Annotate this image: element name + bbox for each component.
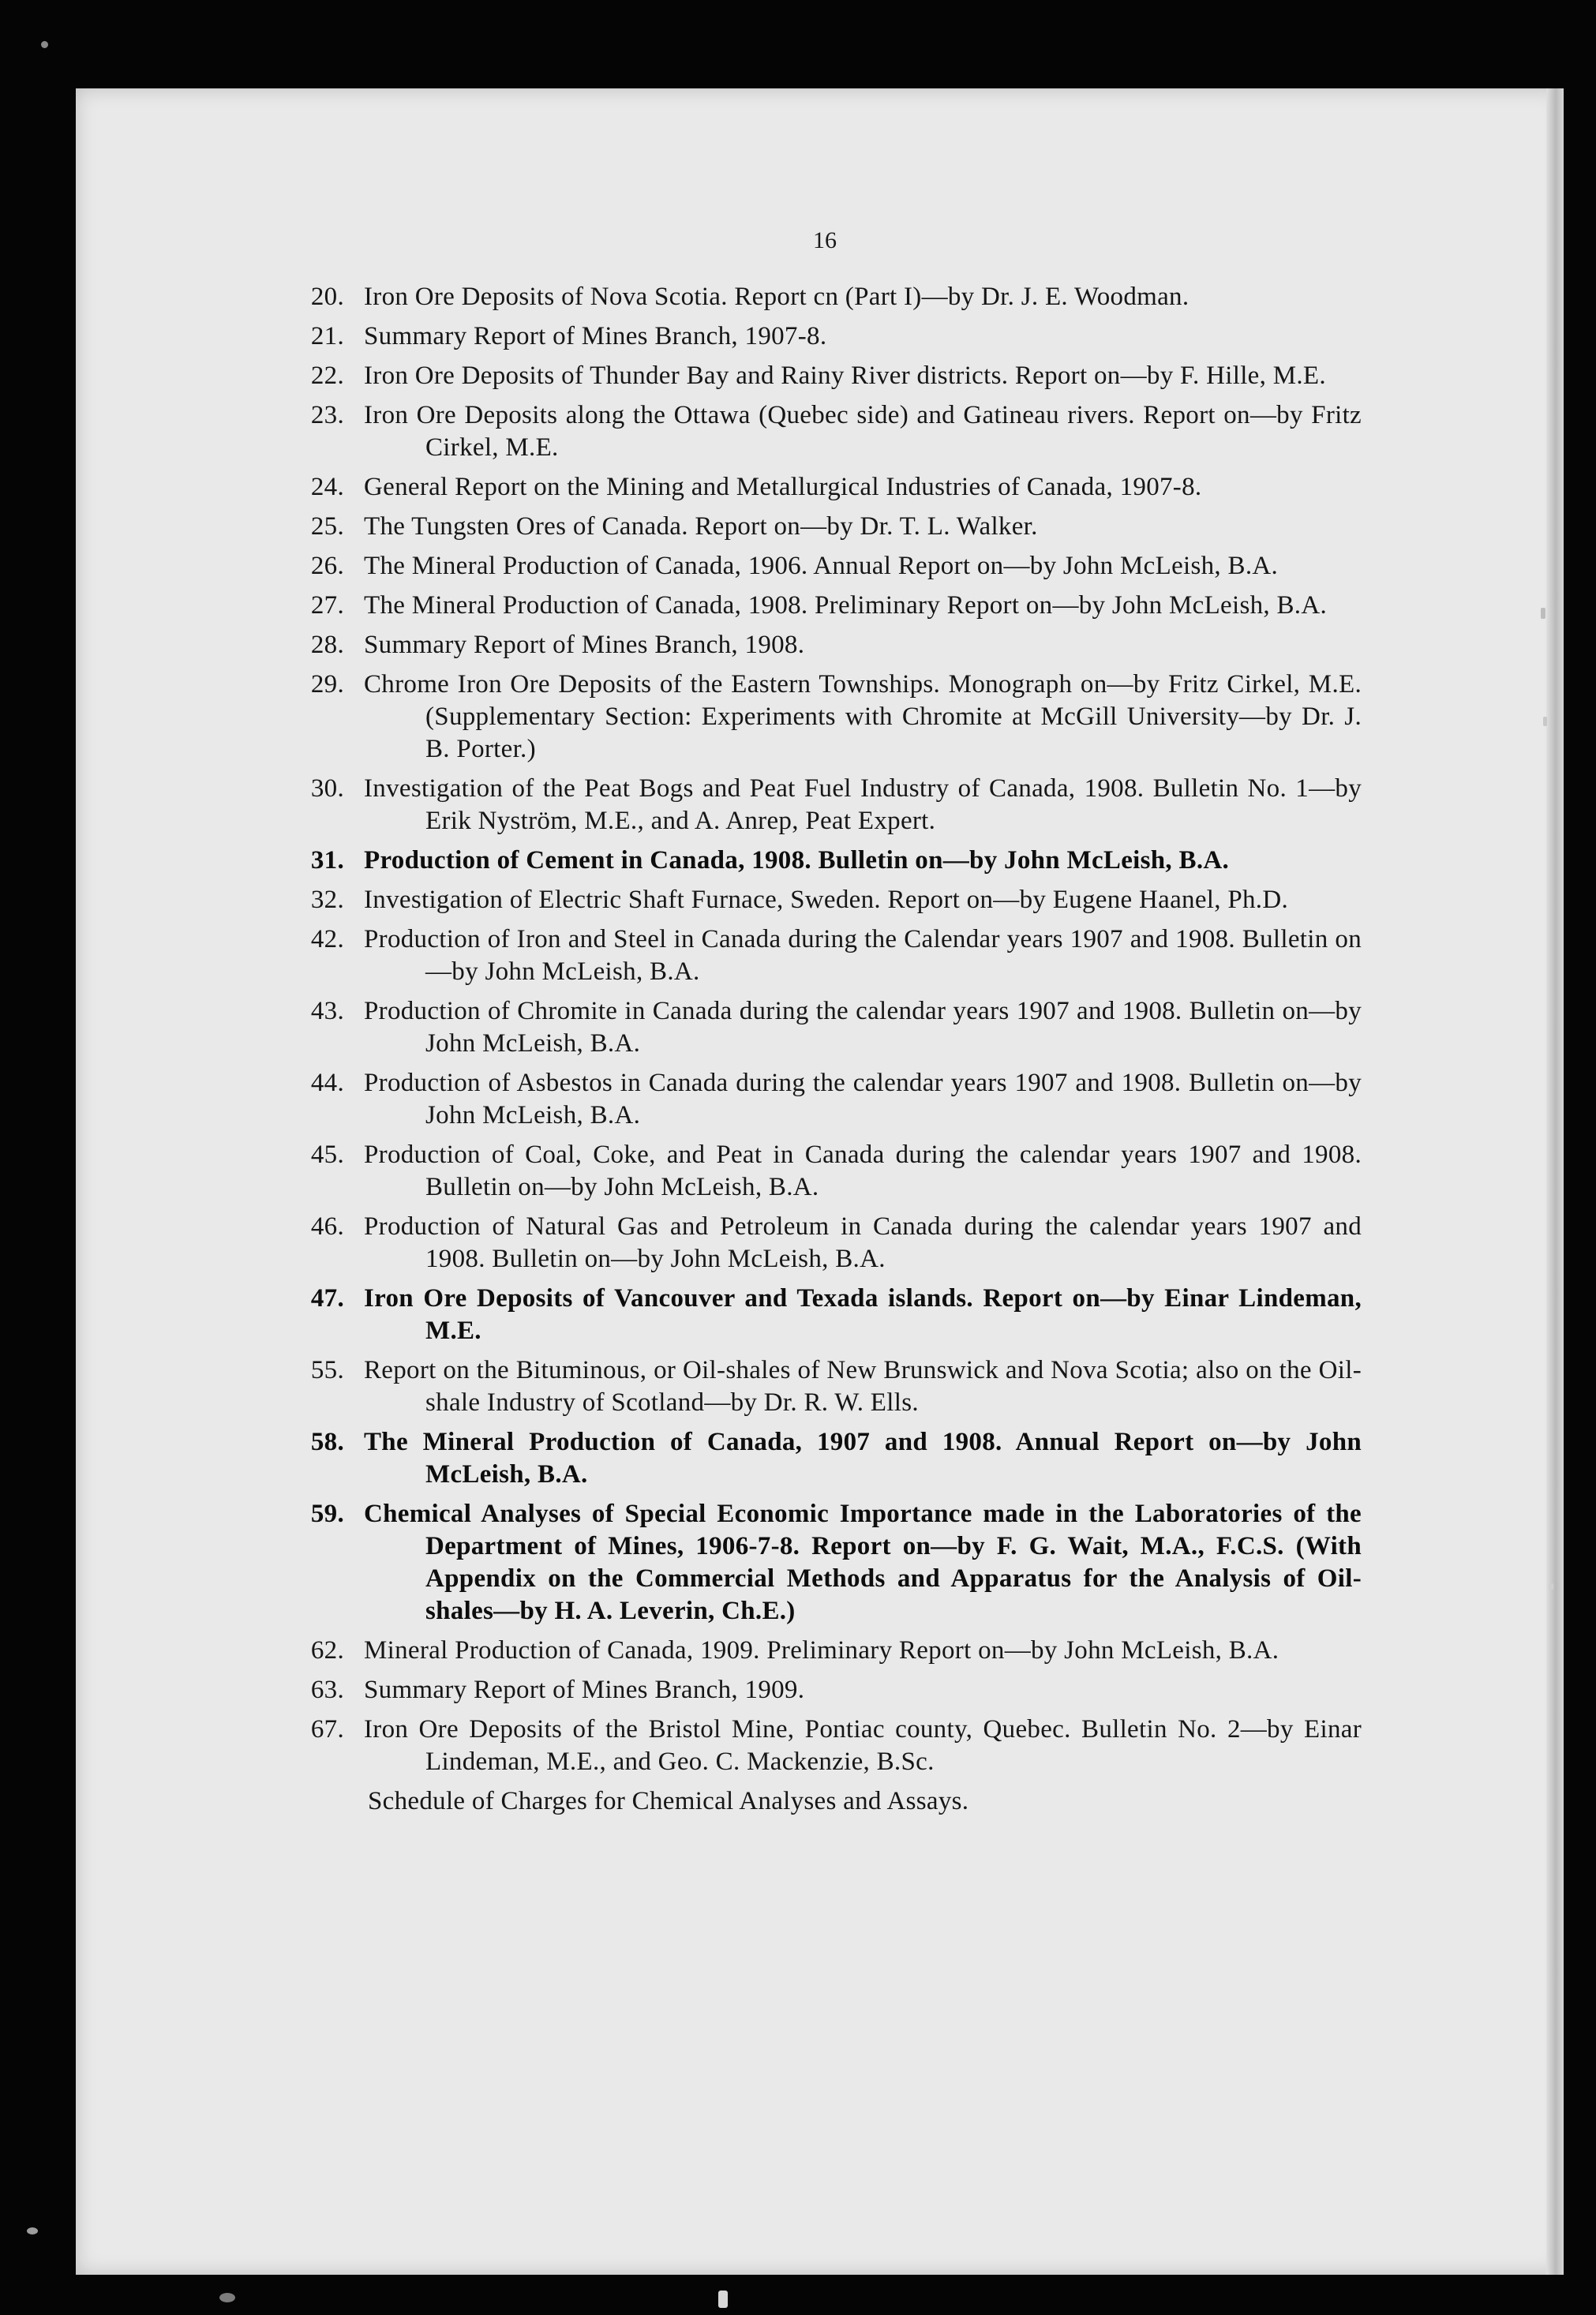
publication-entry — [300, 1714, 1362, 1778]
entry-text: Iron Ore Deposits of Nova Scotia. Report cn (Part I)—by Dr. J. E. Woodman. — [364, 283, 1190, 311]
entry-number: 26. — [310, 552, 344, 580]
publication-entry — [300, 884, 1362, 916]
publication-entry — [300, 281, 1362, 313]
entry-number: 23. — [310, 401, 344, 429]
entry-text: The Mineral Production of Canada, 1907 and 1908. Annual Report on—by John McLeish, B.A. — [364, 1428, 1362, 1489]
publication-entry — [300, 511, 1362, 543]
entry-text: Production of Iron and Steel in Canada during the Calendar years 1907 and 1908. Bulletin on—by John McLeish, B.A. — [364, 925, 1362, 986]
entry-number: 59. — [310, 1500, 344, 1528]
entry-number: 27. — [310, 591, 344, 620]
entry-text: Iron Ore Deposits along the Ottawa (Quebec side) and Gatineau rivers. Report on—by Fritz Cirkel, M.E. — [364, 401, 1362, 462]
entry-number: 45. — [310, 1141, 344, 1169]
publication-entry — [300, 1139, 1362, 1204]
entry-text: Production of Coal, Coke, and Peat in Canada during the calendar years 1907 and 1908. Bulletin on—by John McLeish, B.A. — [364, 1141, 1362, 1201]
entry-text: Iron Ore Deposits of Vancouver and Texada islands. Report on—by Einar Lindeman, M.E. — [364, 1284, 1362, 1345]
publication-entry — [300, 1067, 1362, 1132]
entry-text: Summary Report of Mines Branch, 1907-8. — [364, 322, 827, 350]
publication-entry — [300, 1635, 1362, 1667]
entry-number: 42. — [310, 925, 344, 953]
entry-text: Production of Chromite in Canada during the calendar years 1907 and 1908. Bulletin on—by John McLeish, B.A. — [364, 997, 1362, 1058]
publication-entry — [300, 360, 1362, 392]
entry-text: The Mineral Production of Canada, 1908. Preliminary Report on—by John McLeish, B.A. — [364, 591, 1328, 620]
publication-list — [300, 281, 1362, 1818]
entry-text: Iron Ore Deposits of the Bristol Mine, Pontiac county, Quebec. Bulletin No. 2—by Einar Lindeman, M.E., and Geo. C. Mackenzie, B.Sc. — [364, 1715, 1362, 1776]
scan-speck — [219, 2293, 235, 2302]
scan-speck — [41, 41, 48, 48]
page-edge — [1546, 88, 1564, 2275]
schedule-line: Schedule of Charges for Chemical Analyses and Assays. — [368, 1787, 969, 1815]
entry-number: 30. — [310, 774, 344, 803]
scan-speck — [1541, 608, 1545, 619]
entry-number: 63. — [310, 1676, 344, 1704]
entry-text: Production of Cement in Canada, 1908. Bulletin on—by John McLeish, B.A. — [364, 846, 1230, 875]
entry-number: 31. — [310, 846, 344, 875]
entry-text: The Mineral Production of Canada, 1906. Annual Report on—by John McLeish, B.A. — [364, 552, 1279, 580]
publication-entry — [300, 320, 1362, 353]
entry-number: 32. — [310, 886, 344, 914]
entry-text: Chrome Iron Ore Deposits of the Eastern Townships. Monograph on—by Fritz Cirkel, M.E. (Supplementary Section: Experiments with Chromite at McGill University—by Dr. J. B. Porter.) — [364, 670, 1362, 763]
entry-number: 44. — [310, 1069, 344, 1097]
entry-number: 43. — [310, 997, 344, 1025]
entry-text: Chemical Analyses of Special Economic Importance made in the Laboratories of the Department of Mines, 1906-7-8. Report on—by F. G. Wait, M.A., F.C.S. (With Appendix on the Commercial Methods and Apparatus for the Analysis of Oil-shales—by H. A. Leverin, Ch.E.) — [364, 1500, 1362, 1625]
entry-number: 22. — [310, 361, 344, 390]
scan-speck — [1543, 717, 1547, 726]
page-number: 16 — [813, 227, 837, 253]
publication-entry — [300, 845, 1362, 877]
entry-text: The Tungsten Ores of Canada. Report on—by Dr. T. L. Walker. — [364, 512, 1038, 541]
scan-speck — [1549, 1583, 1553, 1590]
publication-entry — [300, 923, 1362, 988]
entry-text: General Report on the Mining and Metallurgical Industries of Canada, 1907-8. — [364, 473, 1202, 501]
entry-number: 55. — [310, 1356, 344, 1384]
entry-text: Report on the Bituminous, or Oil-shales of New Brunswick and Nova Scotia; also on the Oil-shale Industry of Scotland—by Dr. R. W. Ells. — [364, 1356, 1362, 1417]
publication-entry — [300, 995, 1362, 1060]
scan-speck — [27, 2227, 38, 2234]
entry-text: Production of Natural Gas and Petroleum in Canada during the calendar years 1907 and 1908. Bulletin on—by John McLeish, B.A. — [364, 1212, 1362, 1273]
publication-entry — [300, 1211, 1362, 1275]
entry-text: Summary Report of Mines Branch, 1908. — [364, 631, 805, 659]
entry-text: Mineral Production of Canada, 1909. Preliminary Report on—by John McLeish, B.A. — [364, 1636, 1279, 1665]
publication-entry — [300, 1498, 1362, 1628]
entry-text: Summary Report of Mines Branch, 1909. — [364, 1676, 805, 1704]
entry-text: Investigation of the Peat Bogs and Peat Fuel Industry of Canada, 1908. Bulletin No. 1—by Erik Nyström, M.E., and A. Anrep, Peat Expert. — [364, 774, 1362, 835]
publication-entry — [300, 629, 1362, 661]
scan-speck — [718, 2291, 728, 2308]
entry-number: 28. — [310, 631, 344, 659]
entry-text: Iron Ore Deposits of Thunder Bay and Rainy River districts. Report on—by F. Hille, M.E. — [364, 361, 1326, 390]
entry-number: 46. — [310, 1212, 344, 1241]
entry-number: 20. — [310, 283, 344, 311]
publication-entry — [300, 773, 1362, 837]
entry-number: 62. — [310, 1636, 344, 1665]
publication-entry — [300, 669, 1362, 766]
entry-number: 21. — [310, 322, 344, 350]
entry-number: 67. — [310, 1715, 344, 1744]
publication-entry — [300, 471, 1362, 504]
publication-entry — [300, 550, 1362, 582]
entry-text: Investigation of Electric Shaft Furnace, Sweden. Report on—by Eugene Haanel, Ph.D. — [364, 886, 1289, 914]
entry-number: 25. — [310, 512, 344, 541]
entry-number: 47. — [310, 1284, 344, 1313]
publication-entry — [300, 1674, 1362, 1706]
publication-entry — [300, 590, 1362, 622]
entry-number: 24. — [310, 473, 344, 501]
publication-entry — [300, 399, 1362, 464]
entry-text: Production of Asbestos in Canada during the calendar years 1907 and 1908. Bulletin on—by John McLeish, B.A. — [364, 1069, 1362, 1129]
entry-number: 29. — [310, 670, 344, 699]
publication-entry — [300, 1426, 1362, 1491]
publication-entry — [300, 1354, 1362, 1419]
entry-number: 58. — [310, 1428, 344, 1456]
publication-entry — [300, 1283, 1362, 1347]
